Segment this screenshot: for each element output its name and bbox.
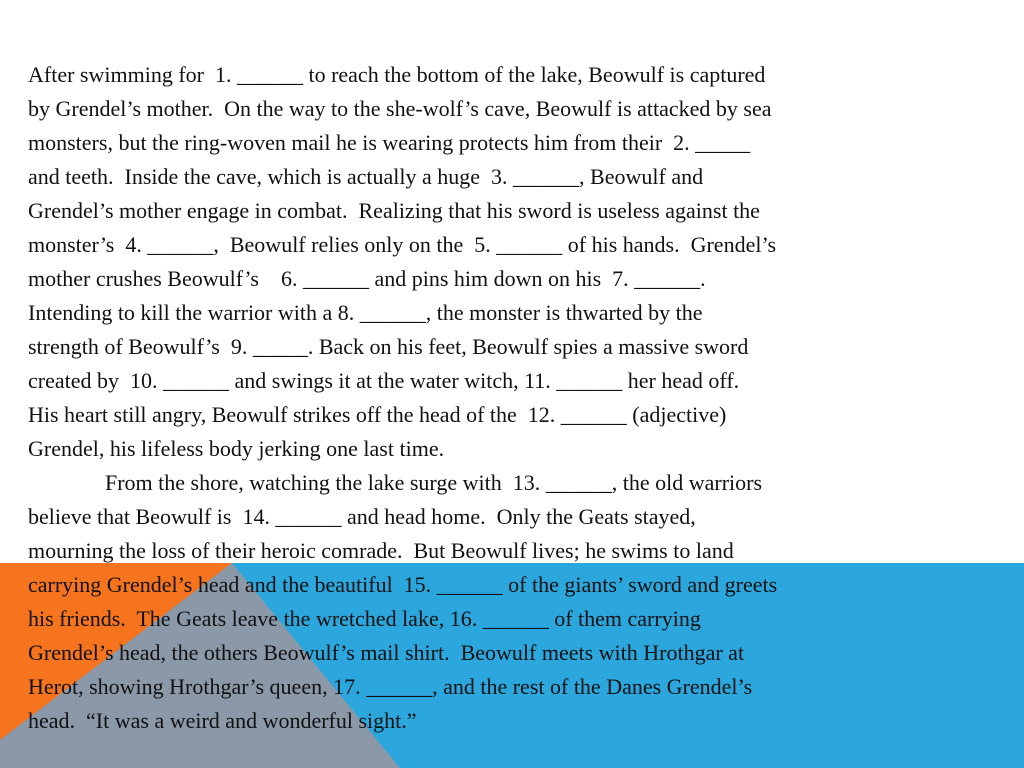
cloze-passage [28, 58, 1003, 738]
passage-line: believe that Beowulf is 14. ______ and head home. Only the Geats stayed, [28, 504, 696, 529]
passage-line: carrying Grendel’s head and the beautiful 15. ______ of the giants’ sword and greets [28, 572, 778, 597]
passage-line: monster’s 4. ______, Beowulf relies only on the 5. ______ of his hands. Grendel’s [28, 232, 777, 257]
passage-line: After swimming for 1. ______ to reach the bottom of the lake, Beowulf is captured [28, 62, 766, 87]
passage-line: strength of Beowulf’s 9. _____. Back on his feet, Beowulf spies a massive sword [28, 334, 749, 359]
passage-line: Herot, showing Hrothgar’s queen, 17. ______, and the rest of the Danes Grendel’s [28, 674, 753, 699]
passage-line: His heart still angry, Beowulf strikes off the head of the 12. ______ (adjective) [28, 402, 727, 427]
passage-line: From the shore, watching the lake surge with 13. ______, the old warriors [28, 470, 763, 495]
passage-line: monsters, but the ring-woven mail he is wearing protects him from their 2. _____ [28, 130, 751, 155]
passage-line: Grendel’s head, the others Beowulf’s mail shirt. Beowulf meets with Hrothgar at [28, 640, 745, 665]
passage-line: Intending to kill the warrior with a 8. ______, the monster is thwarted by the [28, 300, 703, 325]
passage-line: mother crushes Beowulf’s 6. ______ and pins him down on his 7. ______. [28, 266, 706, 291]
passage-line: head. “It was a weird and wonderful sight.” [28, 708, 417, 733]
passage-line: mourning the loss of their heroic comrade. But Beowulf lives; he swims to land [28, 538, 734, 563]
passage-line: by Grendel’s mother. On the way to the she-wolf’s cave, Beowulf is attacked by sea [28, 96, 772, 121]
passage-line: Grendel, his lifeless body jerking one last time. [28, 436, 445, 461]
passage-line: Grendel’s mother engage in combat. Realizing that his sword is useless against the [28, 198, 760, 223]
passage-line: and teeth. Inside the cave, which is actually a huge 3. ______, Beowulf and [28, 164, 704, 189]
passage-line: his friends. The Geats leave the wretched lake, 16. ______ of them carrying [28, 606, 701, 631]
passage-line: created by 10. ______ and swings it at the water witch, 11. ______ her head off. [28, 368, 740, 393]
